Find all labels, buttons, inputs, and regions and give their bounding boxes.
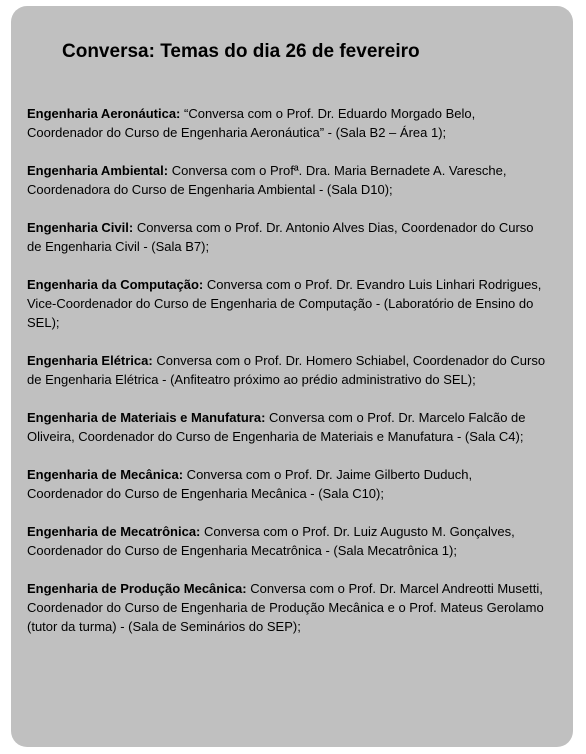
entry-description: Conversa com o Prof. Dr. Luiz Augusto M. Gonçalves, Coordenador do Curso de Engenharia Mecatrônica - (Sala Mecatrônica 1); bbox=[27, 524, 515, 558]
entry-course-name: Engenharia de Mecatrônica: bbox=[27, 524, 201, 539]
entry-course-name: Engenharia Aeronáutica: bbox=[27, 106, 181, 121]
entry-aeronautica bbox=[27, 104, 551, 142]
entry-computacao bbox=[27, 275, 551, 332]
entry-course-name: Engenharia de Materiais e Manufatura: bbox=[27, 410, 266, 425]
entry-description: Conversa com o Profª. Dra. Maria Bernadete A. Varesche, Coordenadora do Curso de Engenharia Ambiental - (Sala D10); bbox=[27, 163, 507, 197]
entry-course-name: Engenharia Civil: bbox=[27, 220, 134, 235]
entry-eletrica bbox=[27, 351, 551, 389]
entry-description: Conversa com o Prof. Dr. Antonio Alves Dias, Coordenador do Curso de Engenharia Civil - (Sala B7); bbox=[27, 220, 534, 254]
entry-description: “Conversa com o Prof. Dr. Eduardo Morgado Belo, Coordenador do Curso de Engenharia Aeronáutica” - (Sala B2 – Área 1); bbox=[27, 106, 476, 140]
schedule-card bbox=[11, 6, 573, 747]
entry-description: Conversa com o Prof. Dr. Jaime Gilberto Duduch, Coordenador do Curso de Engenharia Mecânica - (Sala C10); bbox=[27, 467, 473, 501]
entry-producao-mecanica bbox=[27, 579, 551, 636]
entry-mecatronica bbox=[27, 522, 551, 560]
entry-course-name: Engenharia da Computação: bbox=[27, 277, 204, 292]
entry-materiais bbox=[27, 408, 551, 446]
entry-ambiental bbox=[27, 161, 551, 199]
entry-description: Conversa com o Prof. Dr. Homero Schiabel, Coordenador do Curso de Engenharia Elétrica - (Anfiteatro próximo ao prédio administrativo do SEL); bbox=[27, 353, 546, 387]
entry-description: Conversa com o Prof. Dr. Marcelo Falcão de Oliveira, Coordenador do Curso de Engenharia de Materiais e Manufatura - (Sala C4); bbox=[27, 410, 526, 444]
entry-course-name: Engenharia de Produção Mecânica: bbox=[27, 581, 247, 596]
entry-list bbox=[27, 104, 551, 636]
entry-description: Conversa com o Prof. Dr. Evandro Luis Linhari Rodrigues, Vice-Coordenador do Curso de Engenharia de Computação - (Laboratório de Ensino do SEL); bbox=[27, 277, 542, 330]
entry-civil bbox=[27, 218, 551, 256]
entry-mecanica bbox=[27, 465, 551, 503]
page-title: Conversa: Temas do dia 26 de fevereiro bbox=[62, 41, 420, 62]
entry-description: Conversa com o Prof. Dr. Marcel Andreotti Musetti, Coordenador do Curso de Engenharia de Produção Mecânica e o Prof. Mateus Gerolamo (tutor da turma) - (Sala de Seminários do SEP); bbox=[27, 581, 544, 634]
entry-course-name: Engenharia Elétrica: bbox=[27, 353, 153, 368]
entry-course-name: Engenharia de Mecânica: bbox=[27, 467, 184, 482]
entry-course-name: Engenharia Ambiental: bbox=[27, 163, 169, 178]
